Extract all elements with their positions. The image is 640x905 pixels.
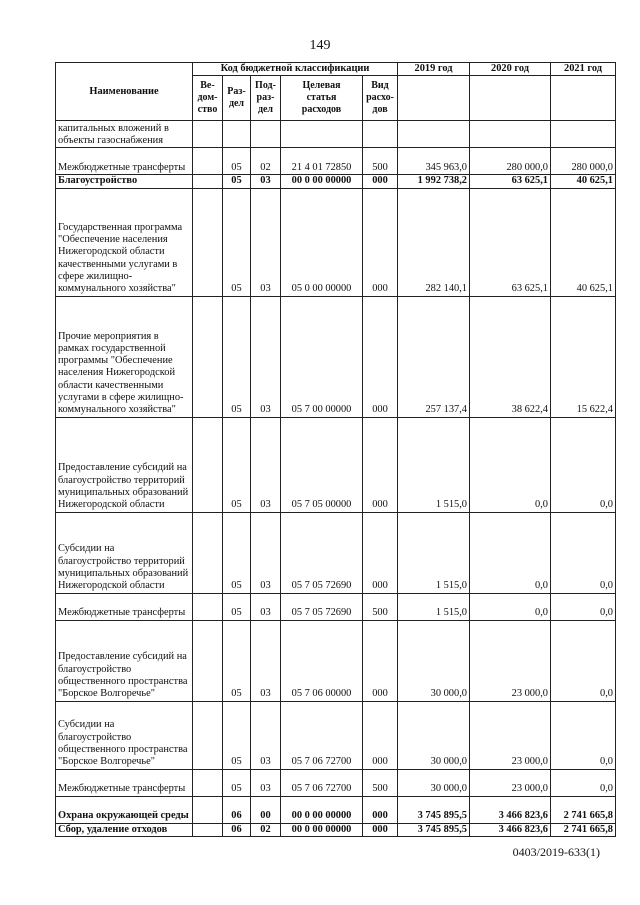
table-row — [56, 121, 616, 148]
cell-celevaya: 05 0 00 00000 — [281, 188, 363, 296]
cell-2019: 3 745 895,5 — [398, 796, 470, 823]
header-vid-rashodov: Вид расхо- дов — [363, 76, 398, 121]
cell-2021: 280 000,0 — [551, 148, 616, 175]
cell-vid: 500 — [363, 148, 398, 175]
cell-celevaya: 05 7 06 00000 — [281, 620, 363, 701]
cell-2020: 0,0 — [470, 512, 551, 593]
header-2021: 2021 год — [551, 63, 616, 76]
row-name: Предоставление субсидий на благоустройство общественного пространства "Борское Волгоречье" — [56, 620, 193, 701]
table-row — [56, 296, 616, 417]
cell-podrazdel: 03 — [251, 188, 281, 296]
cell-razdel: 05 — [223, 175, 251, 188]
cell-podrazdel: 03 — [251, 512, 281, 593]
cell-2020: 0,0 — [470, 417, 551, 512]
cell-2019: 1 515,0 — [398, 417, 470, 512]
cell-razdel: 05 — [223, 593, 251, 620]
cell-ved — [193, 148, 223, 175]
cell-razdel: 05 — [223, 701, 251, 769]
row-name: Благоустройство — [56, 175, 193, 188]
budget-table — [55, 62, 616, 837]
cell-2020: 23 000,0 — [470, 620, 551, 701]
row-name: Субсидии на благоустройство территорий муниципальных образований Нижегородской области — [56, 512, 193, 593]
cell-ved — [193, 796, 223, 823]
cell-2019: 30 000,0 — [398, 769, 470, 796]
cell-2020: 3 466 823,6 — [470, 796, 551, 823]
cell-2021: 2 741 665,8 — [551, 796, 616, 823]
row-name: Сбор, удаление отходов — [56, 823, 193, 836]
cell-2020: 280 000,0 — [470, 148, 551, 175]
table-row — [56, 593, 616, 620]
table-row — [56, 148, 616, 175]
cell-2019: 345 963,0 — [398, 148, 470, 175]
cell-celevaya: 00 0 00 00000 — [281, 796, 363, 823]
cell-razdel: 05 — [223, 188, 251, 296]
cell-2020 — [470, 121, 551, 148]
cell-razdel: 05 — [223, 148, 251, 175]
cell-vid: 000 — [363, 296, 398, 417]
cell-vid: 000 — [363, 620, 398, 701]
header-podrazdel: Под- раз- дел — [251, 76, 281, 121]
cell-2020: 63 625,1 — [470, 175, 551, 188]
cell-ved — [193, 620, 223, 701]
header-2019: 2019 год — [398, 63, 470, 76]
row-name: Государственная программа "Обеспечение населения Нижегородской области качественными услугами в сфере жилищно-коммунального хозяйства" — [56, 188, 193, 296]
page-number: 149 — [309, 38, 331, 53]
table-row — [56, 417, 616, 512]
cell-podrazdel: 03 — [251, 296, 281, 417]
cell-celevaya: 05 7 06 72700 — [281, 701, 363, 769]
cell-2021: 0,0 — [551, 769, 616, 796]
cell-podrazdel — [251, 121, 281, 148]
cell-2019: 1 992 738,2 — [398, 175, 470, 188]
cell-ved — [193, 121, 223, 148]
cell-2019: 282 140,1 — [398, 188, 470, 296]
table-row — [56, 701, 616, 769]
cell-celevaya: 00 0 00 00000 — [281, 175, 363, 188]
cell-2019: 30 000,0 — [398, 701, 470, 769]
cell-2020: 3 466 823,6 — [470, 823, 551, 836]
cell-razdel: 05 — [223, 620, 251, 701]
cell-razdel: 05 — [223, 769, 251, 796]
header-budget-classification: Код бюджетной классификации — [193, 63, 398, 76]
cell-2021: 40 625,1 — [551, 188, 616, 296]
cell-2021: 15 622,4 — [551, 296, 616, 417]
cell-celevaya — [281, 121, 363, 148]
cell-celevaya: 05 7 05 72690 — [281, 593, 363, 620]
row-name: капитальных вложений в объекты газоснабжения — [56, 121, 193, 148]
cell-ved — [193, 512, 223, 593]
cell-2019: 3 745 895,5 — [398, 823, 470, 836]
cell-2021 — [551, 121, 616, 148]
row-name: Предоставление субсидий на благоустройство территорий муниципальных образований Нижегородской области — [56, 417, 193, 512]
cell-vid: 000 — [363, 701, 398, 769]
cell-2021: 40 625,1 — [551, 175, 616, 188]
cell-vid: 000 — [363, 796, 398, 823]
header-razdel: Раз- дел — [223, 76, 251, 121]
cell-podrazdel: 03 — [251, 175, 281, 188]
header-vedomstvo: Ве- дом- ство — [193, 76, 223, 121]
header-name: Наименование — [56, 63, 193, 121]
row-name: Охрана окружающей среды — [56, 796, 193, 823]
cell-ved — [193, 769, 223, 796]
row-name: Межбюджетные трансферты — [56, 769, 193, 796]
cell-vid — [363, 121, 398, 148]
table-row — [56, 769, 616, 796]
cell-2019: 1 515,0 — [398, 593, 470, 620]
cell-2021: 0,0 — [551, 620, 616, 701]
cell-podrazdel: 03 — [251, 620, 281, 701]
cell-podrazdel: 03 — [251, 593, 281, 620]
table-row — [56, 188, 616, 296]
cell-celevaya: 05 7 00 00000 — [281, 296, 363, 417]
cell-celevaya: 21 4 01 72850 — [281, 148, 363, 175]
cell-2021: 0,0 — [551, 593, 616, 620]
cell-ved — [193, 593, 223, 620]
table-row — [56, 175, 616, 188]
cell-2019 — [398, 121, 470, 148]
cell-2019: 30 000,0 — [398, 620, 470, 701]
cell-razdel: 05 — [223, 417, 251, 512]
cell-ved — [193, 296, 223, 417]
cell-2021: 0,0 — [551, 512, 616, 593]
cell-ved — [193, 175, 223, 188]
cell-2021: 0,0 — [551, 417, 616, 512]
document-code: 0403/2019-633(1) — [512, 845, 600, 859]
cell-celevaya: 05 7 05 00000 — [281, 417, 363, 512]
cell-razdel: 05 — [223, 296, 251, 417]
header-2020: 2020 год — [470, 63, 551, 76]
cell-2020: 38 622,4 — [470, 296, 551, 417]
cell-podrazdel: 03 — [251, 701, 281, 769]
cell-podrazdel: 03 — [251, 417, 281, 512]
cell-podrazdel: 02 — [251, 148, 281, 175]
cell-2020: 0,0 — [470, 593, 551, 620]
cell-celevaya: 00 0 00 00000 — [281, 823, 363, 836]
cell-2021: 0,0 — [551, 701, 616, 769]
row-name: Межбюджетные трансферты — [56, 593, 193, 620]
cell-podrazdel: 03 — [251, 769, 281, 796]
cell-2019: 257 137,4 — [398, 296, 470, 417]
cell-vid: 000 — [363, 417, 398, 512]
cell-2021: 2 741 665,8 — [551, 823, 616, 836]
table-row — [56, 823, 616, 836]
header-celevaya-statya: Целевая статья расходов — [281, 76, 363, 121]
cell-celevaya: 05 7 06 72700 — [281, 769, 363, 796]
table-row — [56, 620, 616, 701]
cell-2020: 23 000,0 — [470, 701, 551, 769]
table-row — [56, 796, 616, 823]
cell-vid: 000 — [363, 823, 398, 836]
table-row — [56, 512, 616, 593]
cell-vid: 000 — [363, 512, 398, 593]
cell-ved — [193, 417, 223, 512]
row-name: Прочие мероприятия в рамках государственной программы "Обеспечение населения Нижегородской области качественными услугами в сфере жилищно-коммунального хозяйства" — [56, 296, 193, 417]
cell-2019: 1 515,0 — [398, 512, 470, 593]
cell-celevaya: 05 7 05 72690 — [281, 512, 363, 593]
cell-razdel — [223, 121, 251, 148]
cell-vid: 500 — [363, 769, 398, 796]
cell-podrazdel: 00 — [251, 796, 281, 823]
cell-vid: 000 — [363, 188, 398, 296]
cell-razdel: 05 — [223, 512, 251, 593]
cell-podrazdel: 02 — [251, 823, 281, 836]
cell-vid: 000 — [363, 175, 398, 188]
cell-razdel: 06 — [223, 823, 251, 836]
cell-2020: 63 625,1 — [470, 188, 551, 296]
cell-vid: 500 — [363, 593, 398, 620]
row-name: Межбюджетные трансферты — [56, 148, 193, 175]
cell-ved — [193, 823, 223, 836]
cell-ved — [193, 701, 223, 769]
cell-ved — [193, 188, 223, 296]
row-name: Субсидии на благоустройство общественного пространства "Борское Волгоречье" — [56, 701, 193, 769]
cell-razdel: 06 — [223, 796, 251, 823]
cell-2020: 23 000,0 — [470, 769, 551, 796]
